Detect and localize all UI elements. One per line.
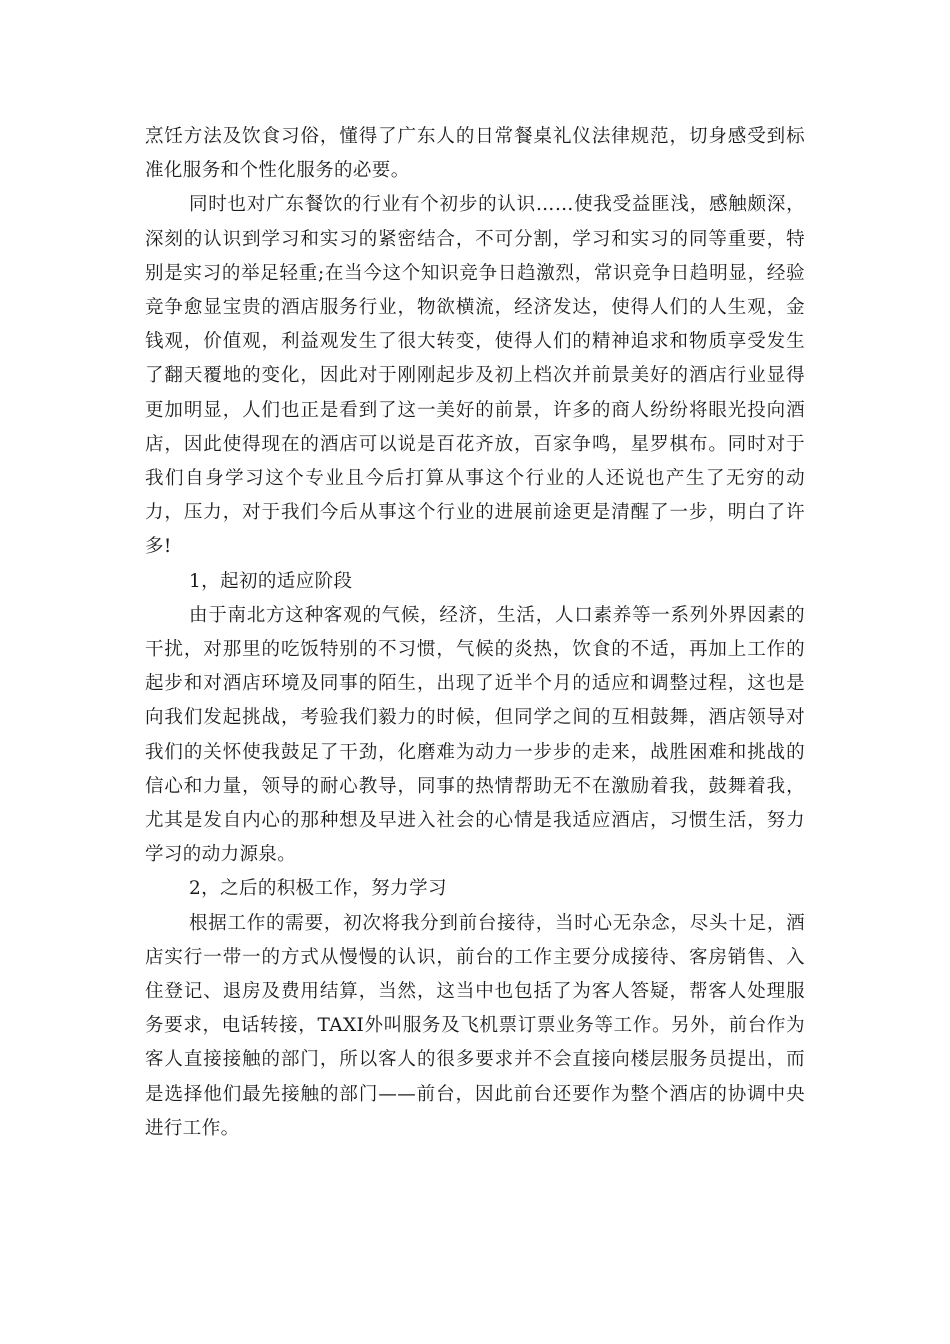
paragraph-industry-understanding: 同时也对广东餐饮的行业有个初步的认识……使我受益匪浅，感触颇深，深刻的认识到学习和实习的紧密结合，不可分割，学习和实习的同等重要，特别是实习的举足轻重;在当今这个知识竞争日趋激烈，常识竞争日趋明显，经验竞争愈显宝贵的酒店服务行业，物欲横流，经济发达，使得人们的人生观，金钱观，价值观，利益观发生了很大转变，使得人们的精神追求和物质享受发生了翻天覆地的变化，因此对于刚刚起步及初上档次并前景美好的酒店行业显得更加明显，人们也正是看到了这一美好的前景，许多的商人纷纷将眼光投向酒店，因此使得现在的酒店可以说是百花齐放，百家争鸣，星罗棋布。同时对于我们自身学习这个专业且今后打算从事这个行业的人还说也产生了无穷的动力，压力，对于我们今后从事这个行业的进展前途更是清醒了一步，明白了许多! (145, 194, 805, 558)
paragraph-adaptation: 由于南北方这种客观的气候，经济，生活，人口素养等一系列外界因素的干扰，对那里的吃饭特别的不习惯，气候的炎热，饮食的不适，再加上工作的起步和对酒店环境及同事的陌生，出现了近半个月的适应和调整过程，这也是向我们发起挑战，考验我们毅力的时候，但同学之间的互相鼓舞，酒店领导对我们的关怀使我鼓足了干劲，化磨难为动力一步步的走来，战胜困难和挑战的信心和力量，领导的耐心教导，同事的热情帮助无不在激励着我，鼓舞着我，尤其是发自内心的那种想及早进入社会的心情是我适应酒店，习惯生活，努力学习的动力源泉。 (145, 604, 805, 866)
section-heading-active-work: 2，之后的积极工作，努力学习 (189, 878, 447, 900)
section-heading-adaptation: 1，起初的适应阶段 (189, 570, 353, 592)
paragraph-continued: 烹饪方法及饮食习俗，懂得了广东人的日常餐桌礼仪法律规范，切身感受到标准化服务和个性化服务的必要。 (145, 126, 805, 182)
document-body (145, 120, 805, 1146)
paragraph-front-desk: 根据工作的需要，初次将我分到前台接待，当时心无杂念，尽头十足，酒店实行一带一的方式从慢慢的认识，前台的工作主要分成接待、客房销售、入住登记、退房及费用结算，当然，这当中也包括了为客人答疑，帮客人处理服务要求，电话转接，TAXI外叫服务及飞机票订票业务等工作。另外，前台作为客人直接接触的部门，所以客人的很多要求并不会直接向楼层服务员提出，而是选择他们最先接触的部门——前台，因此前台还要作为整个酒店的协调中央进行工作。 (145, 912, 805, 1139)
